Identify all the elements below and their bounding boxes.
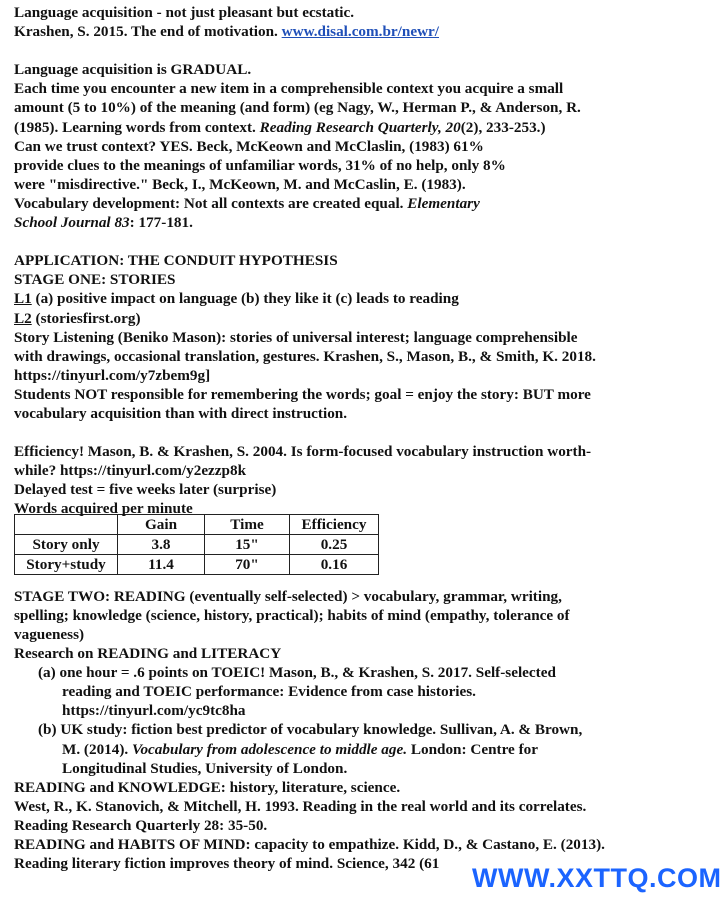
table-cell: 0.25 xyxy=(290,534,379,554)
blank-line xyxy=(14,423,670,442)
doc-line xyxy=(14,213,670,232)
table-header: Gain xyxy=(118,514,205,534)
book-title: Vocabulary from adolescence to middle age. xyxy=(132,740,408,758)
doc-line: Each time you encounter a new item in a comprehensible context you acquire a small xyxy=(14,80,564,98)
disal-link[interactable]: www.disal.com.br/newr/ xyxy=(281,23,439,41)
text-run: (2), 233-253.) xyxy=(460,118,546,136)
words-per-minute-table xyxy=(14,514,379,575)
text-run: (a) positive impact on language (b) they like it (c) leads to reading xyxy=(31,290,459,308)
journal-title: Reading Research Quarterly, 20 xyxy=(259,118,461,136)
section-heading: STAGE TWO: READING (eventually self-selected) > vocabulary, grammar, writing, xyxy=(14,587,562,605)
doc-line: West, R., K. Stanovich, & Mitchell, H. 1993. Reading in the real world and its correlates. xyxy=(14,797,587,815)
doc-line: amount (5 to 10%) of the meaning (and form) (eg Nagy, W., Herman P., & Anderson, R. xyxy=(14,99,581,117)
doc-line: while? https://tinyurl.com/y2ezzp8k xyxy=(14,462,247,480)
doc-line: vagueness) xyxy=(14,626,85,643)
list-item: (b) UK study: fiction best predictor of vocabulary knowledge. Sullivan, A. & Brown, xyxy=(38,721,583,739)
text-run: : 177-181. xyxy=(129,214,193,232)
blank-line xyxy=(14,41,670,60)
doc-line: Can we trust context? YES. Beck, McKeown and McClaslin, (1983) 61% xyxy=(14,137,484,155)
doc-line: with drawings, occasional translation, gestures. Krashen, S., Mason, B., & Smith, K. 2018. xyxy=(14,347,596,365)
section-heading: READING and KNOWLEDGE: history, literature, science. xyxy=(14,778,401,796)
text-run: London: Centre for xyxy=(407,740,538,758)
citation-text: Krashen, S. 2015. The end of motivation. xyxy=(14,23,282,41)
list-item-continuation: reading and TOEIC performance: Evidence from case histories. xyxy=(62,683,476,701)
table-cell: 0.16 xyxy=(290,554,379,574)
list-item-continuation: https://tinyurl.com/yc9tc8ha xyxy=(62,702,246,720)
doc-line xyxy=(14,289,670,308)
blank-line xyxy=(14,232,670,251)
table-cell: 3.8 xyxy=(118,534,205,554)
text-run: Vocabulary development: Not all contexts are created equal. xyxy=(14,194,408,212)
list-item: (a) one hour = .6 points on TOEIC! Mason, B., & Krashen, S. 2017. Self-selected xyxy=(38,664,556,682)
journal-title: School Journal 83 xyxy=(14,214,130,232)
journal-title: Elementary xyxy=(407,194,480,212)
l2-label: L2 xyxy=(14,309,32,327)
text-run: M. (2014). xyxy=(62,740,133,758)
table-row xyxy=(15,554,379,574)
doc-line: Story Listening (Beniko Mason): stories of universal interest; language comprehensible xyxy=(14,328,578,346)
doc-line: Efficiency! Mason, B. & Krashen, S. 2004. Is form-focused vocabulary instruction worth- xyxy=(14,443,592,461)
list-item-continuation: Longitudinal Studies, University of London. xyxy=(62,759,348,777)
doc-line: Reading Research Quarterly 28: 35-50. xyxy=(14,816,268,834)
doc-line: https://tinyurl.com/y7zbem9g] xyxy=(14,366,211,384)
text-run: (storiesfirst.org) xyxy=(31,309,141,327)
doc-line: Reading literary fiction improves theory of mind. Science, 342 (61 xyxy=(14,855,440,873)
table-cell: 11.4 xyxy=(118,554,205,574)
document-page xyxy=(14,3,670,873)
doc-line xyxy=(14,194,670,213)
table-header: Efficiency xyxy=(290,514,379,534)
section-heading: Language acquisition is GRADUAL. xyxy=(14,61,252,79)
table-cell: Story+study xyxy=(15,554,118,574)
doc-line: Students NOT responsible for remembering the words; goal = enjoy the story: BUT more xyxy=(14,385,591,403)
doc-line: spelling; knowledge (science, history, practical); habits of mind (empathy, tolerance of xyxy=(14,606,570,624)
list-item-continuation xyxy=(14,740,670,759)
doc-line xyxy=(14,22,670,41)
text-run: (1985). Learning words from context. xyxy=(14,118,260,136)
table-header: Time xyxy=(205,514,290,534)
table-cell: 70" xyxy=(205,554,290,574)
doc-line xyxy=(14,118,670,137)
section-heading: Research on READING and LITERACY xyxy=(14,645,282,663)
section-heading: STAGE ONE: STORIES xyxy=(14,271,176,289)
doc-line: Delayed test = five weeks later (surprise) xyxy=(14,481,277,499)
doc-line: vocabulary acquisition than with direct instruction. xyxy=(14,404,348,422)
l1-label: L1 xyxy=(14,290,32,308)
doc-line: provide clues to the meanings of unfamiliar words, 31% of no help, only 8% xyxy=(14,156,506,174)
doc-line xyxy=(14,309,670,328)
table-row xyxy=(15,534,379,554)
section-heading: READING and HABITS OF MIND: capacity to empathize. Kidd, D., & Castano, E. (2013). xyxy=(14,836,605,854)
doc-line: Language acquisition - not just pleasant but ecstatic. xyxy=(14,4,355,21)
table-cell: Story only xyxy=(15,534,118,554)
section-heading: APPLICATION: THE CONDUIT HYPOTHESIS xyxy=(14,252,338,270)
watermark-logo: WWW.XXTTQ.COM xyxy=(472,863,721,893)
doc-line: were "misdirective." Beck, I., McKeown, M. and McCaslin, E. (1983). xyxy=(14,175,466,193)
table-caption: Words acquired per minute xyxy=(14,500,193,518)
table-cell: 15" xyxy=(205,534,290,554)
